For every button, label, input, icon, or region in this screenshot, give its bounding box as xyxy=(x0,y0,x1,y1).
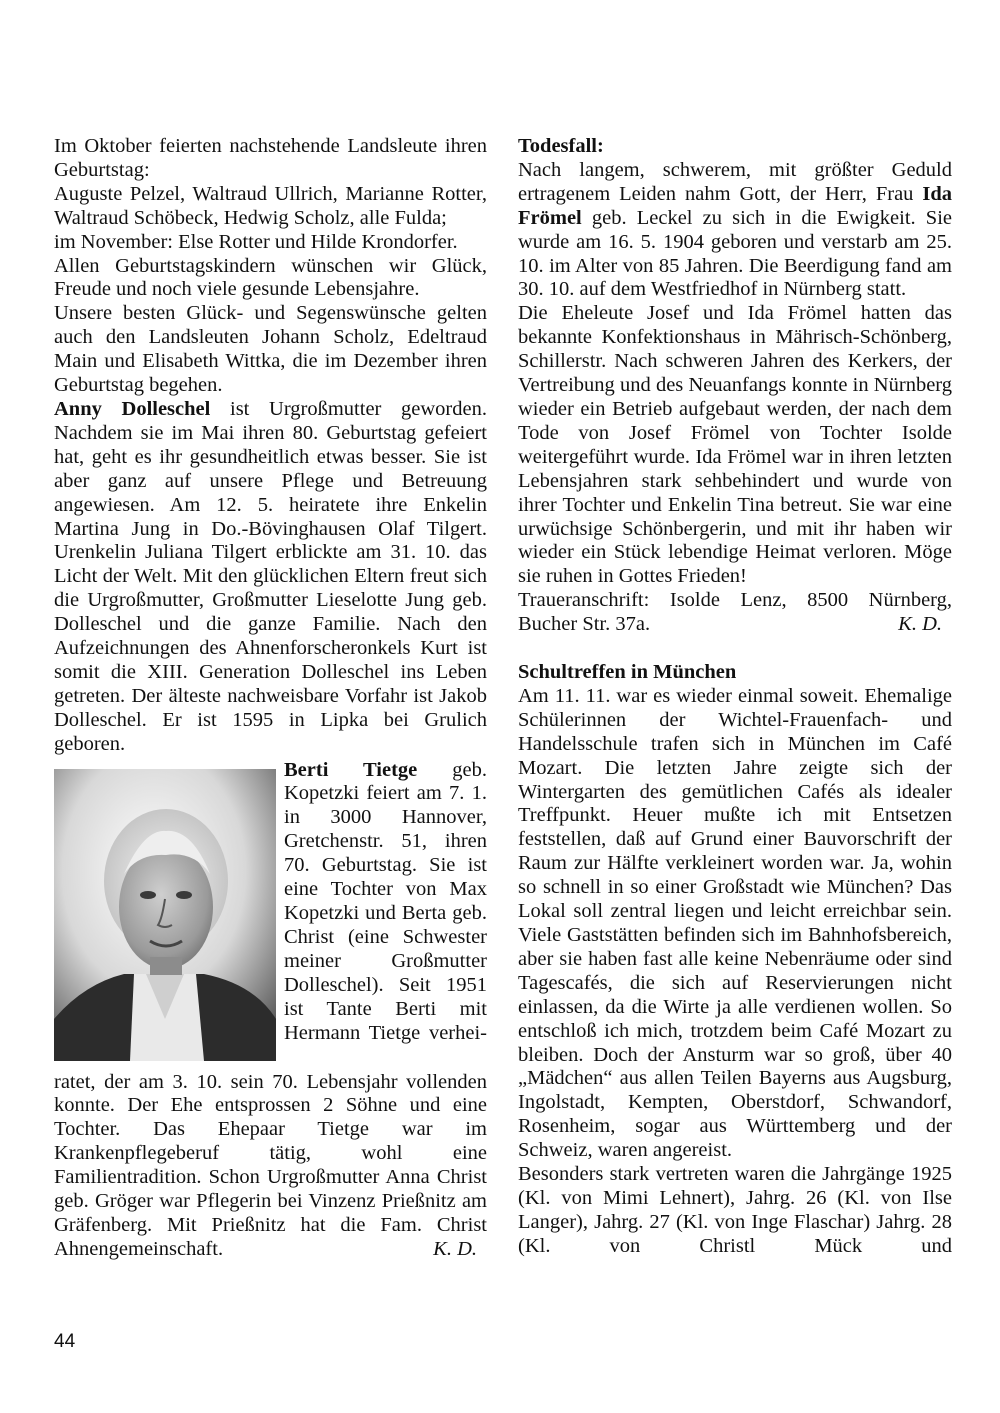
mourning-address: Traueranschrift: Isolde Lenz, 8500 Nürnberg, xyxy=(518,589,952,612)
birthday-intro: Im Oktober feierten nachstehende Landsleute ihren Geburtstag: xyxy=(54,135,487,181)
anny-dolleschel-article xyxy=(54,398,487,757)
berti-tietge-article-start xyxy=(284,759,487,1046)
berti-tietge-section xyxy=(54,759,487,1263)
portrait-photo xyxy=(54,769,276,1061)
author-initials: K. D. xyxy=(433,1237,477,1260)
november-birthdays: im November: Else Rotter und Hilde Krondorfer. xyxy=(54,230,458,253)
december-birthdays: Unsere besten Glück- und Segenswünsche gelten auch den Landsleuten Johann Scholz, Edeltraud Main und Elisabeth Wittka, die im Dezember ihren Geburtstag begehen. xyxy=(54,302,487,397)
berti-tietge-name: Berti Tietge xyxy=(284,758,418,781)
death-notice-text xyxy=(518,159,952,302)
left-column xyxy=(54,135,487,1263)
death-notice-initials: K. D. xyxy=(898,613,942,636)
berti-tietge-text-continued: ratet, der am 3. 10. sein 70. Lebensjahr vollenden konnte. Der Ehe entsprossen 2 Söhne und eine Tochter. Das Ehepaar Tietge war im Krankenpflegeberuf tätig, wohl eine Familientradition. Schon Urgroßmutter Anna Christ geb. Gröger war Pflegerin bei Vinzenz Prießnitz am Gräfenberg. Mit Prießnitz hat die Fam. Christ xyxy=(54,1070,487,1236)
school-reunion-text: Am 11. 11. war es wieder einmal soweit. Ehemalige Schülerinnen der Wichtel-Frauenfach- und Handelsschule trafen sich in München im Café Mozart. Die letzten Jahre zeigte sich der Wintergarten des gemütlichen Cafés als idealer Treffpunkt. Heuer mußte ich mit Entsetzen feststellen, daß auf Grund einer Bauvorschrift der Raum zur Hälfte verkleinert worden war. Ja, wohin so schnell in so einer Großstadt wie München? Das Lokal soll zentral liegen und leicht erreichbar sein. Viele Gaststätten befinden sich im Bahnhofsbereich, aber sie haben fast alle keine Nebenräume oder sind Tagescafés, die sich auf Reservierungen nicht einlassen, da die Wirte ja alle verdienen wollen. So entschloß ich mich, trotzdem beim Café Mozart zu bleiben. Doch der Ansturm war so groß, über 40 „Mädchen“ aus allen Teilen Bayerns aus Augsburg, Ingolstadt, Kempten, Oberstdorf, Schwandorf, Rosenheim, sogar aus Württemberg und der Schweiz, waren angereist. xyxy=(518,684,952,1162)
berti-tietge-text-start: geb. Kopetzki feiert am 7. 1. in 3000 Hannover, Gretchenstr. 51, ihren 70. Geburtstag. Sie ist eine Tochter von Max Kopetzki und Berta geb. Christ (eine Schwester meiner Großmutter Dolleschel). Seit 1951 ist Tante Berti mit Hermann Tietge verhei- xyxy=(284,758,487,1044)
berti-tietge-below-photo xyxy=(54,1071,487,1262)
page-number: 44 xyxy=(54,1331,76,1352)
berti-tietge-last-word: Ahnengemeinschaft. xyxy=(54,1237,224,1260)
ida-fromel-name: Ida Frömel xyxy=(518,182,952,229)
death-notice-signature-line xyxy=(518,613,952,637)
birthday-wishes: Allen Geburtstagskindern wünschen wir Glück, Freude und noch viele gesunde Lebensjahre. xyxy=(54,254,487,301)
death-notice-heading: Todesfall: xyxy=(518,135,604,157)
death-notice-text-start: Nach langem, schwerem, mit größter Geduld ertragenem Leiden nahm Gott, der Herr, Frau xyxy=(518,158,952,205)
mourning-address-street: Bucher Str. 37a. xyxy=(518,613,651,636)
anny-dolleschel-text: ist Urgroßmutter geworden. Nachdem sie im Mai ihren 80. Geburtstag gefeiert hat, geht es ihr gesundheitlich etwas besser. Sie ist aber ganz auf unsere Pflege und Betreuung angewiesen. Am 12. 5. heiratete ihre Enkelin Martina Jung in Do.-Bövinghausen Olaf Tilgert. Urenkelin Juliana Tilgert erblickte am 31. 10. das Licht der Welt. Mit den glücklichen Eltern freut sich die Urgroßmutter, Großmutter Lieselotte Jung geb. Dolleschel und die ganze Familie. Nach den Aufzeichnungen des Ahnenforscheronkels Kurt ist somit die XIII. Generation Dolleschel ins Leben getreten. Der älteste nachweisbare Vorfahr ist Jakob Dolleschel. Er ist 1595 in Lipka bei Grulich geboren. xyxy=(54,397,487,755)
death-notice-text-end: geb. Leckel zu sich in die Ewigkeit. Sie wurde am 16. 5. 1904 geboren und verstarb am 25. 10. im Alter von 85 Jahren. Die Beerdigung fand am 30. 10. auf dem Westfriedhof in Nürnberg statt. xyxy=(518,206,952,301)
school-reunion-heading: Schultreffen in München xyxy=(518,661,737,684)
right-column xyxy=(518,135,952,1259)
section-spacer xyxy=(518,637,952,661)
birthday-names: Auguste Pelzel, Waltraud Ullrich, Marianne Rotter, Waltraud Schöbeck, Hedwig Scholz, alle Fulda; xyxy=(54,182,487,229)
school-reunion-years: Besonders stark vertreten waren die Jahrgänge 1925 (Kl. von Mimi Lehnert), Jahrg. 26 (Kl. von Ilse Langer), Jahrg. 27 (Kl. von Inge Flaschar) Jahrg. 28 (Kl. von Christl Mück und xyxy=(518,1163,952,1257)
berti-tietge-beside-photo xyxy=(284,759,487,1046)
berti-tietge-signature-line xyxy=(54,1238,487,1262)
anny-dolleschel-name: Anny Dolleschel xyxy=(54,397,211,420)
death-notice-biography: Die Eheleute Josef und Ida Frömel hatten das bekannte Konfektionshaus in Mährisch-Schönberg, Schillerstr. Nach schweren Jahren des Kerkers, der Vertreibung und des Neuanfangs konnte in Nürnberg wieder ein Betrieb aufgebaut werden, der nach dem Tode von Josef Frömel von Tochter Isolde weitergeführt wurde. Ida Frömel war in ihren letzten Lebensjahren stark sehbehindert und wurde von ihrer Tochter und Enkelin Tina betreut. Sie war eine urwüchsige Schönbergerin, und mit ihr haben wir wieder ein Stück lebendige Heimat verloren. Möge sie ruhen in Gottes Frieden! xyxy=(518,302,952,588)
